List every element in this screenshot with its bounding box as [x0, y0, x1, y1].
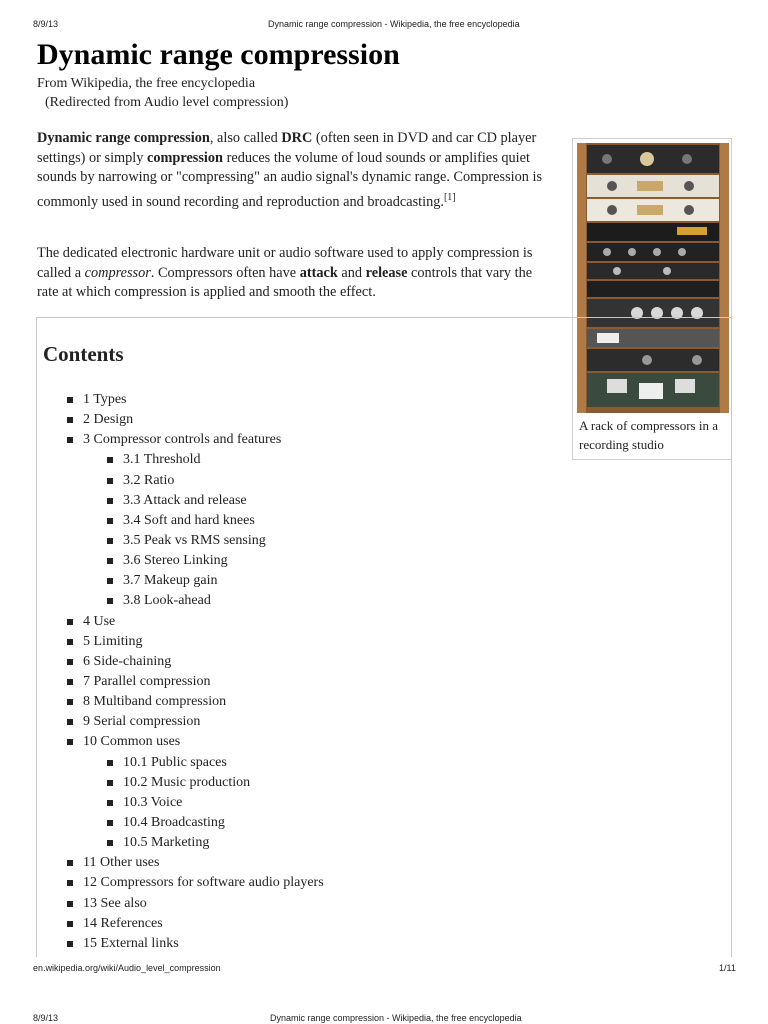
bullet-icon [107, 760, 113, 766]
toc-item[interactable] [37, 390, 324, 410]
toc-item[interactable] [37, 410, 324, 430]
term-attack: attack [299, 264, 338, 281]
print-footer-url: en.wikipedia.org/wiki/Audio_level_compression [33, 963, 221, 973]
toc-item-label[interactable]: 3.7 Makeup gain [123, 573, 218, 589]
toc-item-label[interactable]: 9 Serial compression [83, 714, 201, 730]
toc-item-label[interactable]: 8 Multiband compression [83, 694, 227, 710]
bullet-icon [107, 780, 113, 786]
print-footer-page-number: 1/11 [719, 963, 736, 973]
bullet-icon [67, 397, 73, 403]
toc-item[interactable] [37, 732, 324, 752]
bullet-icon [67, 699, 73, 705]
toc-item-label[interactable]: 10.5 Marketing [123, 835, 210, 851]
toc-item[interactable] [37, 471, 324, 491]
bullet-icon [107, 598, 113, 604]
image-caption: A rack of compressors in a recording studio [579, 418, 718, 452]
next-page-header-title: Dynamic range compression - Wikipedia, the free encyclopedia [270, 1013, 522, 1023]
print-header-date: 8/9/13 [33, 19, 59, 29]
bullet-icon [107, 457, 113, 463]
toc-item[interactable] [37, 753, 324, 773]
toc-item-label[interactable]: 7 Parallel compression [83, 673, 211, 689]
toc-item[interactable] [37, 531, 324, 551]
toc-item-label[interactable]: 5 Limiting [83, 633, 143, 649]
bullet-icon [67, 639, 73, 645]
toc-item[interactable] [37, 793, 324, 813]
toc-item-label[interactable]: 10.1 Public spaces [123, 754, 227, 770]
bullet-icon [107, 820, 113, 826]
reference-link[interactable]: [1] [443, 191, 456, 203]
term-drc: DRC [281, 130, 313, 146]
toc-item[interactable] [37, 551, 324, 571]
bullet-icon [107, 478, 113, 484]
toc-item-label[interactable]: 10.2 Music production [123, 774, 251, 790]
term-release: release [365, 264, 408, 281]
toc-item-label[interactable]: 3.4 Soft and hard knees [123, 512, 255, 528]
intro-paragraph-2: The dedicated electronic hardware unit or audio software used to apply compression is called a compressor. Compressors often have attack and release controls that vary the rate at which compression is applied and smooth the effect. [37, 245, 533, 300]
bullet-icon [67, 417, 73, 423]
bullet-icon [67, 619, 73, 625]
bullet-icon [67, 921, 73, 927]
bullet-icon [67, 679, 73, 685]
bullet-icon [67, 880, 73, 886]
toc-item-label[interactable]: 3.3 Attack and release [123, 492, 247, 508]
toc-item-label[interactable]: 4 Use [83, 613, 116, 629]
page-subtitle: From Wikipedia, the free encyclopedia [37, 76, 256, 91]
toc-item-label[interactable]: 10.4 Broadcasting [123, 814, 225, 830]
toc-item[interactable] [37, 430, 324, 450]
toc-item[interactable] [37, 833, 324, 853]
toc-item[interactable] [37, 672, 324, 692]
next-page-header-date: 8/9/13 [33, 1013, 59, 1023]
toc-item[interactable] [37, 773, 324, 793]
redirect-notice: (Redirected from Audio level compression) [45, 95, 289, 110]
bullet-icon [107, 498, 113, 504]
toc-item-label[interactable]: 10 Common uses [83, 734, 181, 750]
bullet-icon [107, 578, 113, 584]
term-drc-full: Dynamic range compression [37, 130, 210, 146]
bullet-icon [67, 719, 73, 725]
toc-item[interactable] [37, 692, 324, 712]
term-compression: compression [147, 149, 224, 166]
toc-item[interactable] [37, 853, 324, 873]
toc-item-label[interactable]: 3.1 Threshold [123, 452, 201, 468]
toc-list [37, 390, 324, 954]
toc-item[interactable] [37, 511, 324, 531]
toc-item-label[interactable]: 3.5 Peak vs RMS sensing [123, 532, 266, 548]
toc-item[interactable] [37, 813, 324, 833]
bullet-icon [107, 558, 113, 564]
toc-item-label[interactable]: 6 Side-chaining [83, 653, 172, 669]
toc-heading: Contents [43, 342, 124, 366]
term-compressor: compressor [84, 264, 151, 281]
toc-item-label[interactable]: 14 References [83, 915, 163, 931]
toc-item-label[interactable]: 12 Compressors for software audio players [83, 875, 324, 891]
toc-item[interactable] [37, 571, 324, 591]
bullet-icon [107, 538, 113, 544]
bullet-icon [67, 901, 73, 907]
toc-item[interactable] [37, 894, 324, 914]
toc-item-label[interactable]: 3.2 Ratio [123, 472, 175, 488]
bullet-icon [107, 800, 113, 806]
toc-item-label[interactable]: 2 Design [83, 412, 134, 428]
toc-item-label[interactable]: 3.6 Stereo Linking [123, 553, 228, 569]
bullet-icon [67, 739, 73, 745]
toc-item[interactable] [37, 591, 324, 611]
toc-item-label[interactable]: 1 Types [83, 392, 127, 407]
bullet-icon [67, 659, 73, 665]
bullet-icon [107, 840, 113, 846]
toc-item[interactable] [37, 652, 324, 672]
bullet-icon [67, 860, 73, 866]
toc-item-label[interactable]: 3 Compressor controls and features [83, 432, 282, 448]
page-title: Dynamic range compression [37, 38, 400, 71]
toc-item[interactable] [37, 873, 324, 893]
toc-item[interactable] [37, 450, 324, 470]
bullet-icon [107, 518, 113, 524]
intro-paragraph-1: Dynamic range compression, also called DRC (often seen in DVD and car CD player settings) or simply compression reduces the volume of loud sounds or amplifies quiet sounds by narrowing or "compressing" an audio signal's dynamic range. Compression is commonly used in sound recording and reproduction and broadcasting.[1] [37, 130, 543, 210]
toc-item-label[interactable]: 3.8 Look-ahead [123, 593, 211, 609]
toc-item[interactable] [37, 612, 324, 632]
toc-item[interactable] [37, 934, 324, 954]
print-header-title: Dynamic range compression - Wikipedia, the free encyclopedia [268, 19, 520, 29]
table-of-contents [36, 317, 732, 957]
toc-item-label[interactable]: 10.3 Voice [123, 794, 183, 810]
toc-item[interactable] [37, 632, 324, 652]
toc-item-label[interactable]: 13 See also [83, 895, 147, 911]
bullet-icon [67, 941, 73, 947]
toc-item[interactable] [37, 491, 324, 511]
toc-item-label[interactable]: 11 Other uses [83, 855, 160, 871]
toc-item[interactable] [37, 914, 324, 934]
toc-item-label[interactable]: 15 External links [83, 935, 179, 951]
toc-item[interactable] [37, 712, 324, 732]
bullet-icon [67, 437, 73, 443]
